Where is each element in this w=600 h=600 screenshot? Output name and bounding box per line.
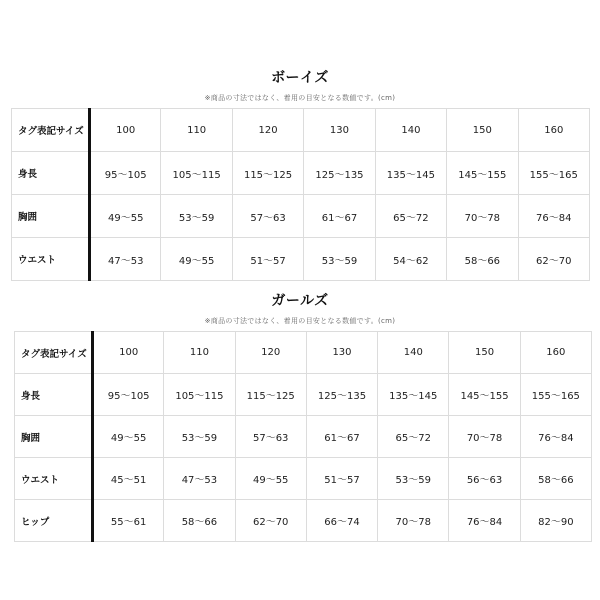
measurement-cell: 155〜165 <box>520 374 591 416</box>
measurement-cell: 61〜67 <box>304 195 375 238</box>
measurement-cell: 62〜70 <box>518 238 589 281</box>
measurement-cell: 51〜57 <box>232 238 303 281</box>
measurement-cell: 105〜115 <box>164 374 235 416</box>
girls-table-row <box>15 416 592 458</box>
measurement-cell: 54〜62 <box>375 238 446 281</box>
size-header-cell: 150 <box>449 332 520 374</box>
size-header-cell: 120 <box>232 109 303 152</box>
boys-table-row <box>12 109 590 152</box>
measurement-cell: 70〜78 <box>449 416 520 458</box>
measurement-cell: 55〜61 <box>93 500 164 542</box>
measurement-cell: 82〜90 <box>520 500 591 542</box>
girls-table-row <box>15 458 592 500</box>
boys-table-row <box>12 152 590 195</box>
size-header-cell: 110 <box>161 109 232 152</box>
row-label: 胸囲 <box>15 416 93 458</box>
size-header-cell: 160 <box>518 109 589 152</box>
measurement-cell: 105〜115 <box>161 152 232 195</box>
measurement-cell: 49〜55 <box>161 238 232 281</box>
boys-table-row <box>12 238 590 281</box>
boys-size-note: ※商品の寸法ではなく、着用の目安となる数値です。(cm) <box>204 94 396 102</box>
measurement-cell: 76〜84 <box>520 416 591 458</box>
size-header-cell: 130 <box>306 332 377 374</box>
girls-table-row <box>15 332 592 374</box>
boys-size-table <box>11 108 590 281</box>
size-header-cell: 140 <box>378 332 449 374</box>
girls-size-table <box>14 331 592 542</box>
measurement-cell: 70〜78 <box>447 195 518 238</box>
boys-table-row <box>12 195 590 238</box>
measurement-cell: 53〜59 <box>164 416 235 458</box>
row-label: ウエスト <box>12 238 90 281</box>
girls-table-row <box>15 500 592 542</box>
measurement-cell: 145〜155 <box>447 152 518 195</box>
measurement-cell: 49〜55 <box>93 416 164 458</box>
measurement-cell: 49〜55 <box>235 458 306 500</box>
row-label: ウエスト <box>15 458 93 500</box>
size-header-cell: 110 <box>164 332 235 374</box>
measurement-cell: 65〜72 <box>378 416 449 458</box>
measurement-cell: 155〜165 <box>518 152 589 195</box>
size-header-cell: 100 <box>90 109 161 152</box>
measurement-cell: 58〜66 <box>447 238 518 281</box>
measurement-cell: 135〜145 <box>375 152 446 195</box>
measurement-cell: 115〜125 <box>232 152 303 195</box>
size-header-cell: 160 <box>520 332 591 374</box>
measurement-cell: 58〜66 <box>520 458 591 500</box>
measurement-cell: 53〜59 <box>378 458 449 500</box>
size-header-cell: 100 <box>93 332 164 374</box>
girls-section-title: ガールズ <box>271 293 329 309</box>
measurement-cell: 47〜53 <box>90 238 161 281</box>
measurement-cell: 49〜55 <box>90 195 161 238</box>
measurement-cell: 57〜63 <box>235 416 306 458</box>
row-label: 身長 <box>15 374 93 416</box>
size-header-cell: 140 <box>375 109 446 152</box>
measurement-cell: 65〜72 <box>375 195 446 238</box>
boys-section-title: ボーイズ <box>271 70 329 86</box>
measurement-cell: 76〜84 <box>518 195 589 238</box>
measurement-cell: 115〜125 <box>235 374 306 416</box>
measurement-cell: 53〜59 <box>304 238 375 281</box>
girls-table-row <box>15 374 592 416</box>
size-header-cell: 150 <box>447 109 518 152</box>
measurement-cell: 57〜63 <box>232 195 303 238</box>
measurement-cell: 58〜66 <box>164 500 235 542</box>
size-header-cell: 120 <box>235 332 306 374</box>
measurement-cell: 51〜57 <box>306 458 377 500</box>
measurement-cell: 95〜105 <box>90 152 161 195</box>
row-label: 胸囲 <box>12 195 90 238</box>
row-label: ヒップ <box>15 500 93 542</box>
measurement-cell: 47〜53 <box>164 458 235 500</box>
measurement-cell: 62〜70 <box>235 500 306 542</box>
measurement-cell: 56〜63 <box>449 458 520 500</box>
girls-size-note: ※商品の寸法ではなく、着用の目安となる数値です。(cm) <box>204 317 396 325</box>
measurement-cell: 45〜51 <box>93 458 164 500</box>
row-label: 身長 <box>12 152 90 195</box>
measurement-cell: 135〜145 <box>378 374 449 416</box>
measurement-cell: 70〜78 <box>378 500 449 542</box>
measurement-cell: 125〜135 <box>306 374 377 416</box>
row-label: タグ表記サイズ <box>12 109 90 152</box>
measurement-cell: 145〜155 <box>449 374 520 416</box>
measurement-cell: 61〜67 <box>306 416 377 458</box>
measurement-cell: 95〜105 <box>93 374 164 416</box>
measurement-cell: 125〜135 <box>304 152 375 195</box>
measurement-cell: 76〜84 <box>449 500 520 542</box>
measurement-cell: 53〜59 <box>161 195 232 238</box>
measurement-cell: 66〜74 <box>306 500 377 542</box>
size-header-cell: 130 <box>304 109 375 152</box>
row-label: タグ表記サイズ <box>15 332 93 374</box>
